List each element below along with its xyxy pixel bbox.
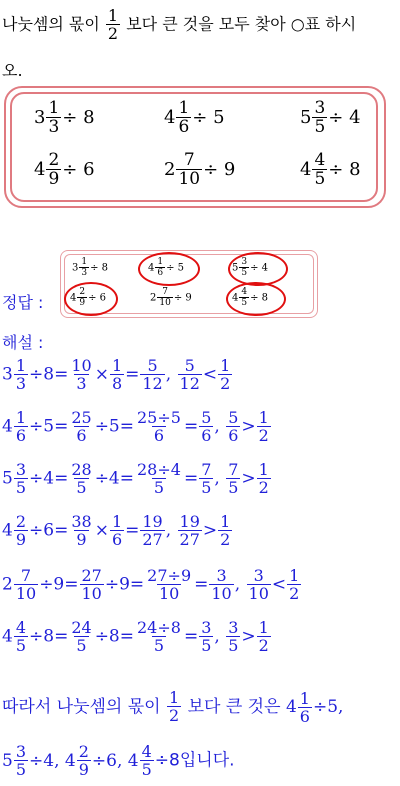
choice-item: 5 $\frac{3}{5}$ ÷ 4	[300, 98, 361, 137]
conclusion-part1: 따라서 나눗셈의 몫이	[2, 697, 161, 717]
answer-circle-3	[64, 282, 118, 316]
conclusion-part2: 보다 큰 것은	[187, 697, 281, 717]
choice-item: 3 $\frac{1}{3}$ ÷ 8	[34, 98, 95, 137]
conclusion-line-1: 따라서 나눗셈의 몫이 $\frac{1}{2}$ 보다 큰 것은 4 $\frac{1}{6}$ ÷5,	[2, 688, 344, 726]
choice-item: 4 $\frac{2}{9}$ ÷ 6	[34, 150, 95, 189]
answer-circle-1	[138, 252, 200, 286]
choice-item: 4 $\frac{1}{6}$ ÷ 5	[164, 98, 225, 137]
conclusion-half: $\frac{1}{2}$	[169, 688, 180, 725]
half-fraction: $\frac{1}{2}$	[107, 6, 119, 43]
solution-line: 3 $\frac{1}{3}$ ÷8= $\frac{10}{3}$ × $\frac{1}{8}$ = $\frac{5}{12}$ , $\frac{5}{12}$ < $\frac{1}{2}$	[2, 356, 231, 393]
answer-item: 4 $\frac{4}{5}$ ÷ 8	[232, 287, 269, 308]
solution-line: 4 $\frac{1}{6}$ ÷5= $\frac{25}{6}$ ÷5= $\frac{25\div 5}{6}$ = $\frac{5}{6}$ , $\frac{5}{6}$ > $\frac{1}{2}$	[2, 408, 269, 445]
answer-label: 정답 :	[2, 293, 44, 312]
question-line-1	[2, 8, 356, 42]
solution-line: 4 $\frac{4}{5}$ ÷8= $\frac{24}{5}$ ÷8= $\frac{24\div 8}{5}$ = $\frac{3}{5}$ , $\frac{3}{5}$ > $\frac{1}{2}$	[2, 618, 269, 655]
conclusion-line-2: 5 $\frac{3}{5}$ ÷4, 4 $\frac{2}{9}$ ÷6, 4 $\frac{4}{5}$ ÷8입니다.	[2, 742, 235, 779]
solution-line: 4 $\frac{2}{9}$ ÷6= $\frac{38}{9}$ × $\frac{1}{6}$ = $\frac{19}{27}$ , $\frac{19}{27}$ > $\frac{1}{2}$	[2, 512, 231, 549]
answer-item: 2 $\frac{7}{10}$ ÷ 9	[150, 287, 192, 308]
question-prefix: 나눗셈의 몫이	[2, 14, 100, 34]
question-line-2: 오.	[2, 61, 23, 80]
answer-circle-2	[228, 252, 288, 286]
solution-label: 해설 :	[2, 333, 44, 352]
solution-line: 5 $\frac{3}{5}$ ÷4= $\frac{28}{5}$ ÷4= $\frac{28\div 4}{5}$ = $\frac{7}{5}$ , $\frac{7}{5}$ > $\frac{1}{2}$	[2, 460, 269, 497]
solution-line: 2 $\frac{7}{10}$ ÷9= $\frac{27}{10}$ ÷9= $\frac{27\div 9}{10}$ = $\frac{3}{10}$ , $\frac{3}{10}$ < $\frac{1}{2}$	[2, 566, 300, 603]
question-suffix: 보다 큰 것을 모두 찾아 ○표 하시	[126, 14, 357, 34]
answer-item: 4 $\frac{1}{6}$ ÷ 5	[148, 257, 185, 278]
answer-item: 4 $\frac{2}{9}$ ÷ 6	[70, 287, 107, 308]
answer-item: 3 $\frac{1}{3}$ ÷ 8	[72, 257, 109, 278]
answer-circle-4	[226, 282, 286, 316]
choice-item: 2 $\frac{7}{10}$ ÷ 9	[164, 150, 236, 189]
choice-item: 4 $\frac{4}{5}$ ÷ 8	[300, 150, 361, 189]
answer-item: 5 $\frac{3}{5}$ ÷ 4	[232, 257, 269, 278]
